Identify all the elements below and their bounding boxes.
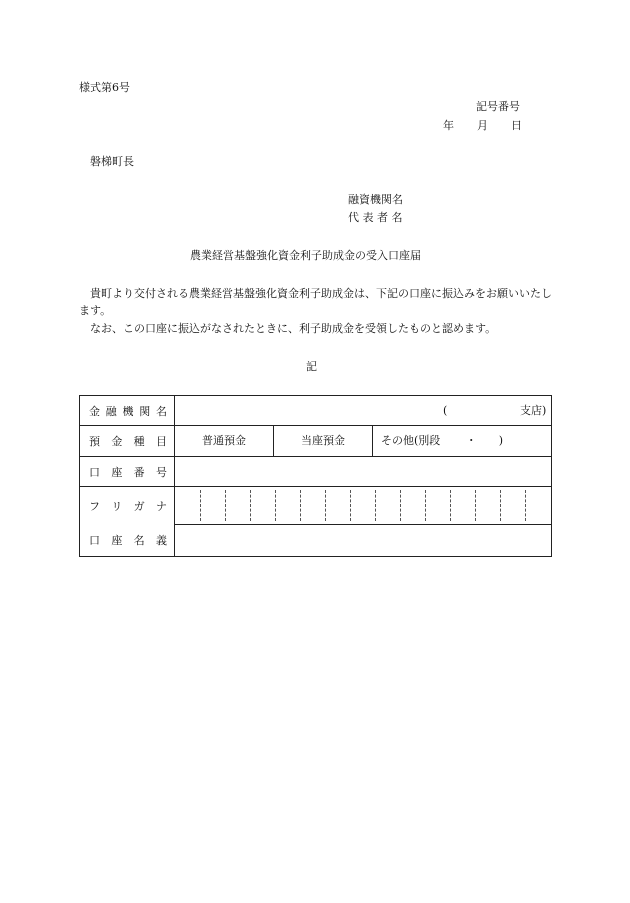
representative-label: 代 表 者 名 <box>348 211 403 224</box>
label-char: 金 <box>89 404 100 418</box>
label-char: 預 <box>89 435 100 448</box>
institution-value-cell[interactable] <box>175 396 552 426</box>
furigana-divider <box>400 490 401 521</box>
label-char: 番 <box>133 465 145 479</box>
label-char: 融 <box>105 404 117 418</box>
label-deposit-type <box>80 426 175 457</box>
furigana-value-cell[interactable] <box>175 487 552 525</box>
label-char: 種 <box>133 435 145 448</box>
label-account-name <box>80 525 175 557</box>
furigana-divider <box>225 490 226 521</box>
branch-open-paren: ( <box>443 404 448 417</box>
label-char: 号 <box>155 465 167 479</box>
label-char: 義 <box>155 534 167 548</box>
ki-label: 記 <box>306 360 317 373</box>
record-number-label: 記号番号 <box>476 100 520 113</box>
option-other-deposit[interactable]: その他(別段 ・ ) <box>381 434 504 447</box>
label-char: 機 <box>122 404 134 418</box>
deposit-type-options <box>175 426 552 457</box>
addressee: 磐梯町長 <box>90 155 134 168</box>
furigana-divider <box>375 490 376 521</box>
furigana-divider <box>200 490 201 521</box>
furigana-divider <box>500 490 501 521</box>
row-deposit-type <box>80 426 552 457</box>
account-number-value-cell[interactable] <box>175 457 552 487</box>
label-furigana <box>80 487 175 525</box>
account-form-table <box>79 395 552 557</box>
label-account-number <box>80 457 175 487</box>
furigana-divider <box>425 490 426 521</box>
account-name-value-cell[interactable] <box>175 525 552 557</box>
furigana-divider <box>275 490 276 521</box>
furigana-divider <box>475 490 476 521</box>
document-title: 農業経営基盤強化資金利子助成金の受入口座届 <box>190 249 421 262</box>
label-char: ナ <box>155 499 167 513</box>
label-char: フ <box>89 499 100 513</box>
date-day: 日 <box>511 119 522 132</box>
date-year: 年 <box>443 119 454 132</box>
furigana-divider <box>525 490 526 521</box>
furigana-divider <box>325 490 326 521</box>
body-paragraph-2: なお、この口座に振込がなされたときに、利子助成金を受領したものと認めます。 <box>79 322 497 335</box>
furigana-divider <box>300 490 301 521</box>
label-char: 目 <box>155 435 167 448</box>
label-institution <box>80 396 175 426</box>
option-ordinary-deposit[interactable]: 普通預金 <box>175 426 274 456</box>
label-char: 口 <box>89 465 100 479</box>
row-furigana <box>80 487 552 525</box>
branch-label: 支店) <box>520 404 547 417</box>
label-char: 名 <box>156 404 167 418</box>
label-char: 関 <box>139 404 151 418</box>
furigana-divider <box>250 490 251 521</box>
row-account-name <box>80 525 552 557</box>
label-char: 座 <box>111 465 123 479</box>
label-char: 名 <box>133 534 145 548</box>
furigana-divider <box>350 490 351 521</box>
body-paragraph-1: 貴町より交付される農業経営基盤強化資金利子助成金は、下記の口座に振込みをお願いいたします。 <box>79 287 552 317</box>
furigana-divider <box>450 490 451 521</box>
label-char: 口 <box>89 534 100 548</box>
form-number: 様式第6号 <box>79 81 130 94</box>
date-month: 月 <box>477 119 488 132</box>
row-institution <box>80 396 552 426</box>
option-current-deposit[interactable]: 当座預金 <box>274 426 373 456</box>
label-char: 座 <box>111 534 123 548</box>
row-account-number <box>80 457 552 487</box>
label-char: リ <box>111 499 123 513</box>
institution-name-label: 融資機関名 <box>348 193 403 206</box>
label-char: ガ <box>133 499 145 513</box>
label-char: 金 <box>111 435 123 448</box>
